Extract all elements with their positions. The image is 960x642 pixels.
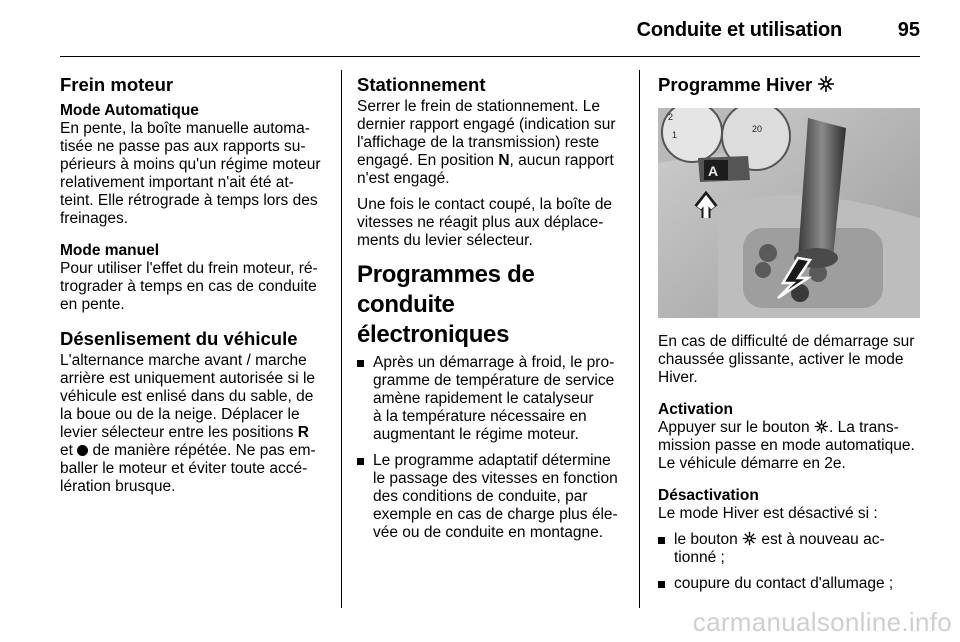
bullet-square-icon bbox=[357, 458, 364, 465]
snowflake-icon bbox=[814, 419, 829, 434]
paragraph-desactivation: Le mode Hiver est désactivé si : bbox=[658, 505, 878, 522]
paragraph-stationnement: Serrer le frein de stationnement. Le dernier rapport engagé (indication sur l'affichage de la transmission) reste engagé. En position N, aucun rapport n'est engagé. bbox=[357, 98, 616, 187]
svg-text:20: 20 bbox=[752, 124, 763, 134]
snowflake-icon bbox=[817, 75, 835, 93]
section-title-programmes: Programmes de conduite électroniques bbox=[357, 261, 535, 348]
list-item: coupure du contact d'allumage ; bbox=[658, 575, 926, 593]
column-1 bbox=[60, 74, 330, 504]
column-2 bbox=[357, 74, 627, 550]
column-divider-1 bbox=[341, 70, 342, 608]
subsection-title-manuel: Mode manuel bbox=[60, 242, 160, 259]
section-title-stationnement: Stationnement bbox=[357, 74, 486, 95]
gear-selector-photo bbox=[658, 108, 920, 318]
page-number: 95 bbox=[897, 19, 920, 41]
watermark: carmanualsonline.info bbox=[692, 607, 952, 637]
chapter-title: Conduite et utilisation bbox=[636, 19, 842, 41]
column-divider-2 bbox=[639, 70, 640, 608]
svg-text:1: 1 bbox=[672, 130, 678, 140]
section-title-desenlisement: Désenlisement du véhicule bbox=[60, 328, 298, 349]
paragraph-contact: Une fois le contact coupé, la boîte de vitesses ne réagit plus aux déplace- ments du levier sélecteur. bbox=[357, 196, 613, 249]
paragraph-desenlisement: L'alternance marche avant / marche arrière est uniquement autorisée si le véhicule est enlisé dans du sable, de la boue ou de la neige. Déplacer le levier sélecteur entre les positions R et de manière répétée. Ne pas em- baller le moteur et éviter toute accé- lération brusque. bbox=[60, 352, 316, 495]
subsection-title-desactivation: Désactivation bbox=[658, 487, 759, 504]
list-item: Le programme adaptatif détermine le passage des vitesses en fonction des conditions de conduite, par exemple en cas de charge plus éle- vée ou de conduite en montagne. bbox=[357, 452, 627, 542]
paragraph-manuel: Pour utiliser l'effet du frein moteur, ré- trograder à temps en cas de conduite en pente. bbox=[60, 260, 318, 313]
header-rule bbox=[60, 56, 920, 57]
bullet-square-icon bbox=[357, 360, 364, 367]
paragraph-difficulte: En cas de difficulté de démarrage sur chaussée glissante, activer le mode Hiver. bbox=[658, 333, 915, 386]
subsection-title-activation: Activation bbox=[658, 401, 733, 418]
paragraph-auto: En pente, la boîte manuelle automa- tisée ne passe pas aux rapports su- périeurs à moins qu'un régime moteur relativement important n'ait été at- teint. Elle rétrograde à temps lors des freinages. bbox=[60, 120, 321, 227]
page-header bbox=[0, 0, 960, 56]
bullet-square-icon bbox=[658, 581, 665, 588]
neutral-position-dot-icon bbox=[77, 445, 88, 456]
svg-text:2: 2 bbox=[668, 112, 674, 122]
column-3-text bbox=[658, 333, 926, 601]
subsection-title-auto: Mode Automatique bbox=[60, 102, 199, 119]
paragraph-activation: Appuyer sur le bouton . La trans- mission passe en mode automatique. Le véhicule démarre en 2e. bbox=[658, 419, 915, 472]
section-title-frein-moteur: Frein moteur bbox=[60, 74, 174, 95]
snowflake-icon bbox=[742, 531, 757, 546]
section-title-programme-hiver: Programme Hiver bbox=[658, 74, 923, 96]
svg-text:A: A bbox=[708, 163, 719, 179]
list-item: le bouton est à nouveau ac- tionné ; bbox=[658, 531, 926, 567]
bullet-square-icon bbox=[658, 537, 665, 544]
column-3 bbox=[658, 74, 923, 98]
list-item: Après un démarrage à froid, le pro- gramme de température de service amène rapidement le catalyseur à la température nécessaire en augmentant le régime moteur. bbox=[357, 354, 627, 444]
